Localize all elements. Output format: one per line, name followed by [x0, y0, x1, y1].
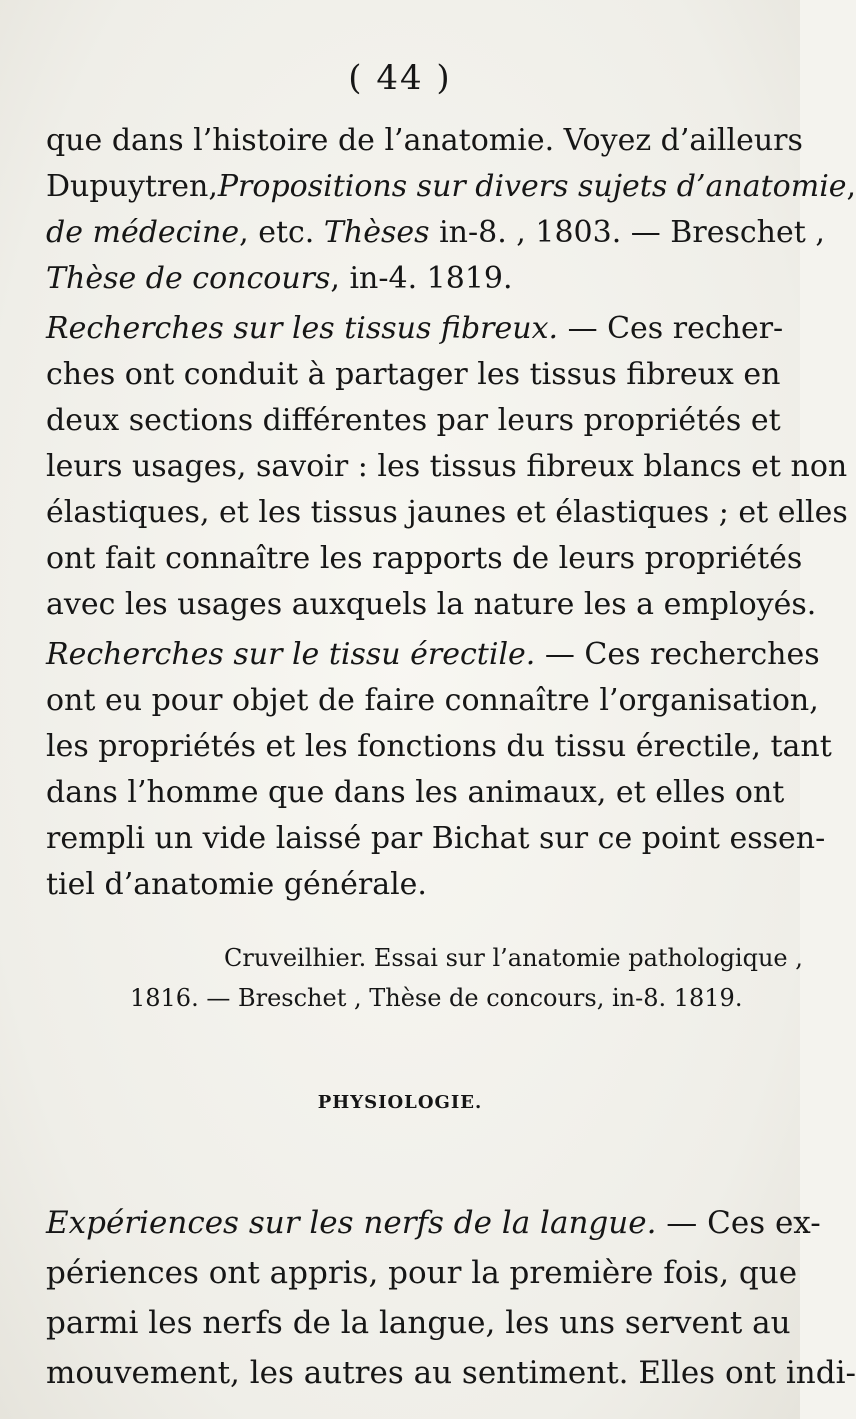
citation-line: 1816. — Breschet , Thèse de concours, in-8. 1819. — [130, 984, 743, 1012]
section-heading: PHYSIOLOGIE. — [317, 1092, 483, 1113]
text-line: rempli un vide laissé par Bichat sur ce point essen- — [46, 821, 826, 856]
page-number: ( 44 ) — [348, 58, 452, 98]
text-line: élastiques, et les tissus jaunes et élastiques ; et elles — [46, 495, 848, 530]
text-line: Expériences sur les nerfs de la langue. — Ces ex- — [46, 1205, 821, 1241]
paragraph-erectile-tissue — [46, 632, 832, 908]
citation-line: Cruveilhier. Essai sur l’anatomie pathologique , — [224, 944, 803, 972]
text-line: tiel d’anatomie générale. — [46, 867, 427, 902]
paragraph-title: Expériences sur les nerfs de la langue. — [46, 1205, 657, 1241]
paragraph-title: Recherches sur les tissus fibreux. — [46, 311, 559, 346]
text-line: Recherches sur les tissus fibreux. — Ces recher- — [46, 311, 784, 346]
text-line: périences ont appris, pour la première fois, que — [46, 1255, 798, 1291]
text-line: Dupuytren,Propositions sur divers sujets d’anatomie, — [46, 169, 856, 204]
text-line: de médecine, etc. Thèses in-8. , 1803. — Breschet , — [46, 215, 825, 250]
text-line: ont eu pour objet de faire connaître l’organisation, — [46, 683, 819, 718]
text-line: que dans l’histoire de l’anatomie. Voyez d’ailleurs — [46, 123, 803, 158]
text-line: parmi les nerfs de la langue, les uns servent au — [46, 1305, 791, 1341]
paragraph-anatomy-history — [46, 118, 856, 302]
paragraph-title: Recherches sur le tissu érectile. — [46, 637, 536, 672]
paragraph-fibrous-tissues — [46, 306, 848, 628]
text-line: dans l’homme que dans les animaux, et elles ont — [46, 775, 785, 810]
paragraph-tongue-nerves — [46, 1198, 856, 1398]
text-line: Thèse de concours, in-4. 1819. — [46, 261, 513, 296]
text-line: ches ont conduit à partager les tissus fibreux en — [46, 357, 781, 392]
text-line: avec les usages auxquels la nature les a employés. — [46, 587, 817, 622]
text-line: les propriétés et les fonctions du tissu érectile, tant — [46, 729, 832, 764]
citation — [74, 938, 803, 1018]
text-line: mouvement, les autres au sentiment. Elles ont indi- — [46, 1355, 856, 1391]
text-line: ont fait connaître les rapports de leurs propriétés — [46, 541, 803, 576]
text-line: Recherches sur le tissu érectile. — Ces recherches — [46, 637, 820, 672]
text-line: leurs usages, savoir : les tissus fibreux blancs et non — [46, 449, 848, 484]
text-line: deux sections différentes par leurs propriétés et — [46, 403, 781, 438]
